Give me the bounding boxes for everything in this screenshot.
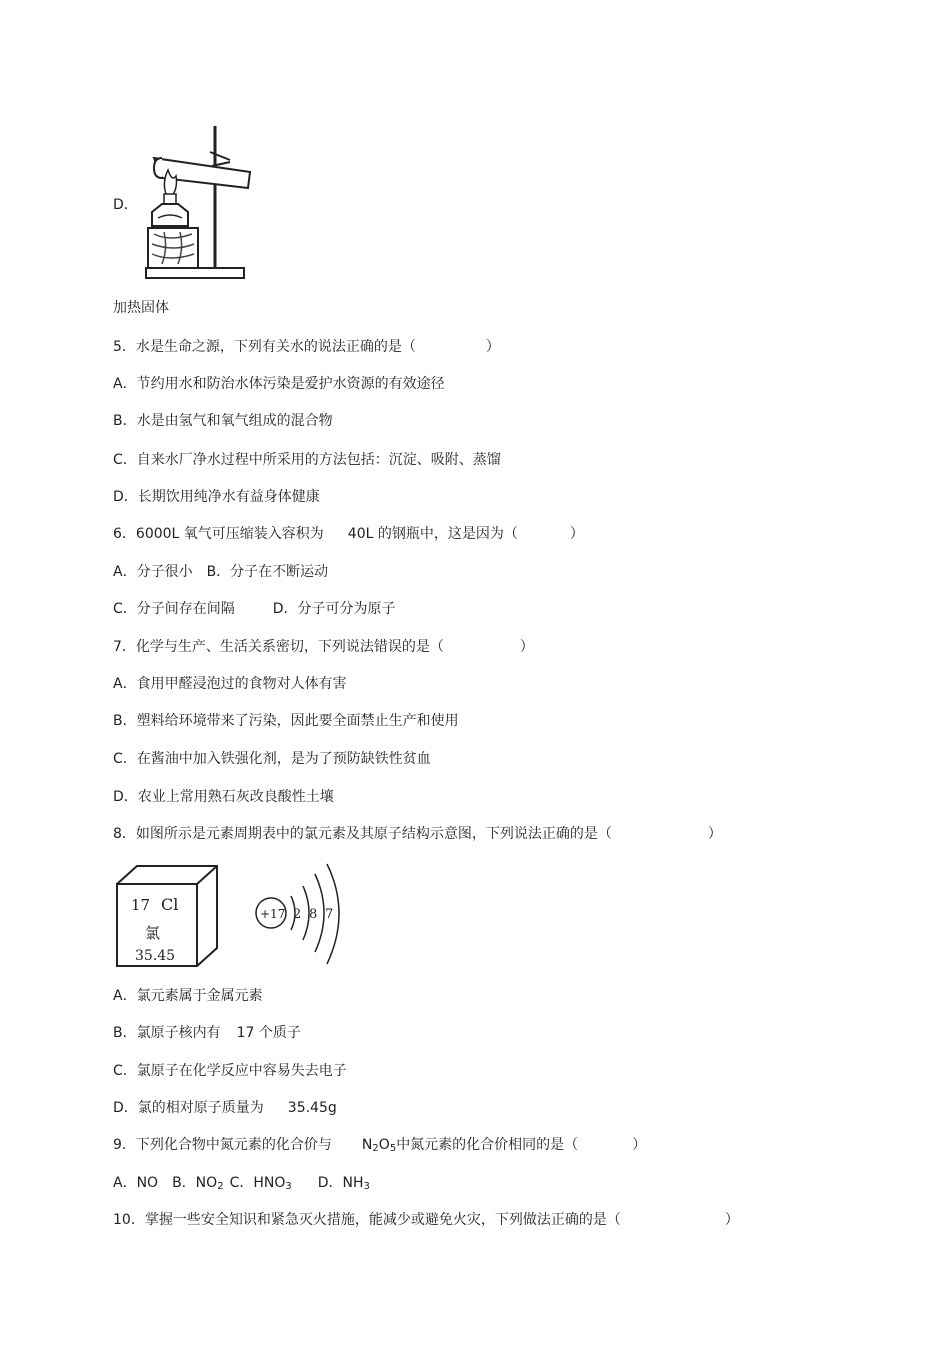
chlorine-element-figure	[113, 860, 353, 972]
q6-stem: 6．6000L 氧气可压缩装入容积为 40L 的钢瓶中，这是因为（ ）	[113, 526, 584, 542]
q5-option-c: C．自来水厂净水过程中所采用的方法包括：沉淀、吸附、蒸馏	[113, 452, 501, 468]
q8-option-c: C．氯原子在化学反应中容易失去电子	[113, 1063, 347, 1079]
element-mass: 35.45	[135, 948, 176, 964]
q4-option-d-caption: 加热固体	[113, 300, 169, 316]
element-symbol: Cl	[161, 895, 179, 914]
q6-options-row-2: C．分子间存在间隔 D．分子可分为原子	[113, 601, 396, 617]
q5-option-d: D．长期饮用纯净水有益身体健康	[113, 489, 320, 505]
q8-option-d: D．氯的相对原子质量为 35.45g	[113, 1100, 337, 1116]
nucleus-charge: +17	[260, 907, 286, 921]
element-number: 17	[131, 896, 151, 914]
q5-stem: 5．水是生命之源，下列有关水的说法正确的是（ ）	[113, 339, 500, 355]
atomic-structure-diagram	[256, 864, 339, 964]
heating-solid-apparatus-figure	[140, 122, 260, 282]
q8-option-b: B．氯原子核内有 17 个质子	[113, 1025, 301, 1041]
q9-stem: 9．下列化合物中氮元素的化合价与 $N_2O_5$中氮元素的化合价相同的是（ ）	[113, 1137, 647, 1154]
periodic-table-cell	[117, 866, 217, 966]
q8-option-a: A．氯元素属于金属元素	[113, 988, 263, 1004]
q5-option-a: A．节约用水和防治水体污染是爱护水资源的有效途径	[113, 376, 445, 392]
q7-option-a: A．食用甲醛浸泡过的食物对人体有害	[113, 676, 347, 692]
q4-option-d-label: D．	[113, 197, 138, 213]
q7-option-d: D．农业上常用熟石灰改良酸性土壤	[113, 789, 334, 805]
q6-options-row-1: A．分子很小 B．分子在不断运动	[113, 564, 329, 580]
q8-stem: 8．如图所示是元素周期表中的氯元素及其原子结构示意图，下列说法正确的是（ ）	[113, 826, 722, 842]
shell-electrons-2: 8	[309, 907, 318, 922]
q5-option-b: B．水是由氢气和氧气组成的混合物	[113, 413, 333, 429]
q7-option-c: C．在酱油中加入铁强化剂，是为了预防缺铁性贫血	[113, 751, 431, 767]
n2o5-formula: $N_2O_5$	[361, 1137, 397, 1154]
q9-options: A．NO B．$NO_2$ C．$HNO_3$ D．$NH_3$	[113, 1175, 370, 1192]
shell-electrons-1: 2	[293, 907, 302, 922]
q7-stem: 7．化学与生产、生活关系密切，下列说法错误的是（ ）	[113, 639, 534, 655]
q10-stem: 10．掌握一些安全知识和紧急灭火措施，能减少或避免火灾，下列做法正确的是（ ）	[113, 1212, 739, 1228]
element-name: 氯	[145, 924, 161, 942]
q7-option-b: B．塑料给环境带来了污染，因此要全面禁止生产和使用	[113, 713, 459, 729]
shell-electrons-3: 7	[325, 907, 334, 922]
